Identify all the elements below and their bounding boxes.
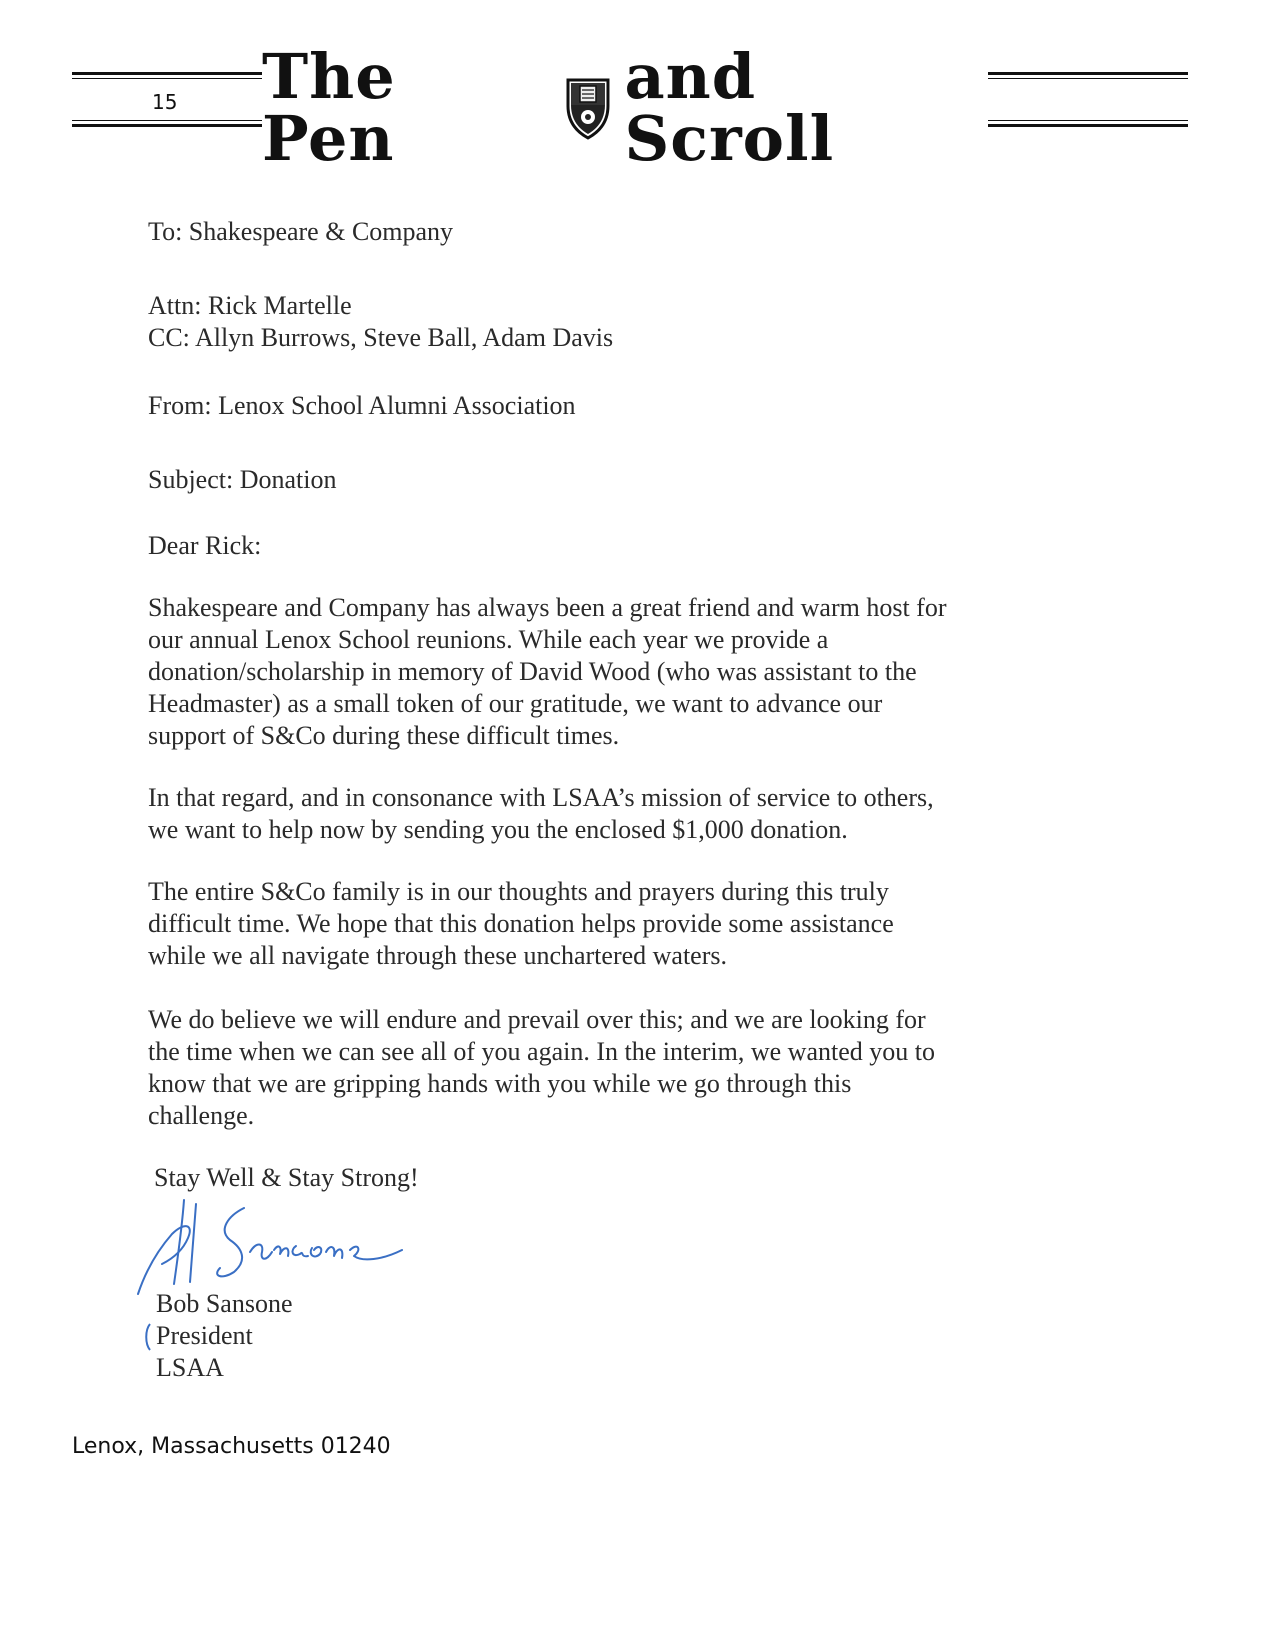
rule-line xyxy=(72,124,262,127)
paragraph-line: the time when we can see all of you again. In the interim, we wanted you to xyxy=(148,1037,935,1066)
paragraph-line: challenge. xyxy=(148,1101,255,1130)
paragraph-line: Shakespeare and Company has always been a great friend and warm host for xyxy=(148,593,947,622)
paragraph-line: Headmaster) as a small token of our gratitude, we want to advance our xyxy=(148,689,883,718)
shield-crest-icon xyxy=(565,76,611,140)
rule-line xyxy=(988,124,1188,127)
footer-address: Lenox, Massachusetts 01240 xyxy=(72,1434,391,1459)
letter-cc: CC: Allyn Burrows, Steve Ball, Adam Davis xyxy=(148,323,614,352)
masthead-title-right: and Scroll xyxy=(624,40,835,175)
rule-line xyxy=(72,120,262,121)
handwritten-signature xyxy=(132,1190,422,1300)
letter-to: To: Shakespeare & Company xyxy=(148,217,454,246)
signer-org: LSAA xyxy=(156,1353,224,1382)
letter-paragraph-1 xyxy=(148,592,947,752)
masthead-title-left: The Pen xyxy=(262,40,396,175)
paragraph-line: support of S&Co during these difficult times. xyxy=(148,721,620,750)
letter-paragraph-3 xyxy=(148,876,894,972)
paragraph-line: we want to help now by sending you the enclosed $1,000 donation. xyxy=(148,815,848,844)
signature-mark xyxy=(142,1322,152,1352)
letter-from: From: Lenox School Alumni Association xyxy=(148,391,576,420)
paragraph-line: difficult time. We hope that this donation helps provide some assistance xyxy=(148,909,894,938)
letter-subject: Subject: Donation xyxy=(148,465,337,494)
letter-salutation: Dear Rick: xyxy=(148,531,262,560)
letter-closing: Stay Well & Stay Strong! xyxy=(154,1163,419,1192)
paragraph-line: our annual Lenox School reunions. While each year we provide a xyxy=(148,625,829,654)
paragraph-line: The entire S&Co family is in our thoughts and prayers during this truly xyxy=(148,877,889,906)
letter-paragraph-4 xyxy=(148,1004,935,1132)
rule-line xyxy=(72,78,262,79)
masthead-title xyxy=(262,40,988,175)
letter-attn: Attn: Rick Martelle xyxy=(148,291,352,320)
signer-name: Bob Sansone xyxy=(156,1289,293,1318)
masthead xyxy=(72,40,1188,175)
paragraph-line: In that regard, and in consonance with LSAA’s mission of service to others, xyxy=(148,783,934,812)
rule-line xyxy=(72,72,262,75)
letter-paragraph-2 xyxy=(148,782,934,846)
rule-line xyxy=(988,78,1188,79)
rule-line xyxy=(988,72,1188,75)
paragraph-line: donation/scholarship in memory of David Wood (who was assistant to the xyxy=(148,657,917,686)
paragraph-line: We do believe we will endure and prevail over this; and we are looking for xyxy=(148,1005,926,1034)
rule-line xyxy=(988,120,1188,121)
paragraph-line: while we all navigate through these unchartered waters. xyxy=(148,941,727,970)
signer-title: President xyxy=(156,1321,253,1350)
paragraph-line: know that we are gripping hands with you while we go through this xyxy=(148,1069,852,1098)
page-number: 15 xyxy=(152,90,178,114)
